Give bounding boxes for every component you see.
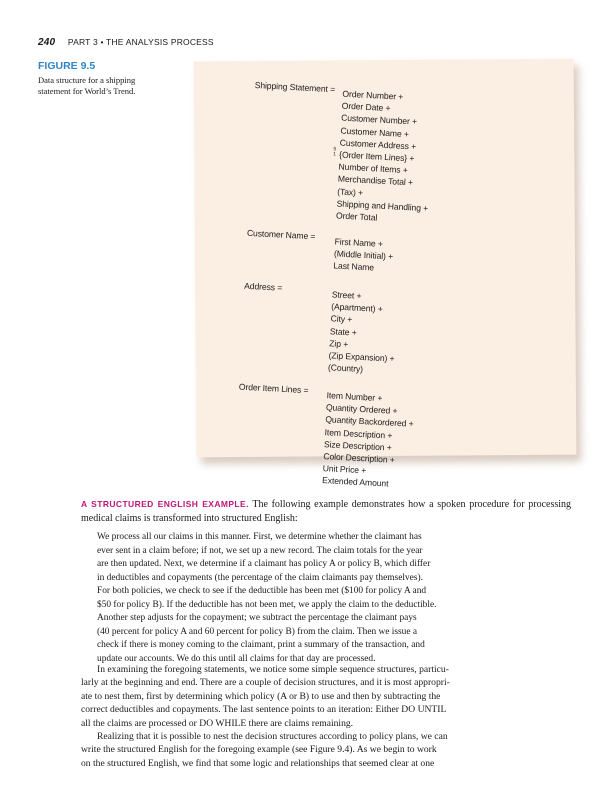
definition-components: [328, 288, 398, 377]
definition-components: [322, 389, 415, 491]
definition-component: Quantity Ordered +: [325, 402, 398, 417]
text-line: In examining the foregoing statements, we notice some simple sequence structures, particu-: [97, 664, 449, 675]
definition-component: Shipping and Handling +: [336, 198, 429, 214]
quote-line: For both policies, we check to see if the deductible has been met ($100 for policy A and: [97, 586, 427, 596]
quote-line: We process all our claims in this manner. First, we determine whether the claimant has: [97, 532, 422, 542]
definition-component: Extended Amount: [321, 475, 389, 489]
quote-line: check if there is money coming to the claimant, print a summary of the transaction, and: [97, 640, 425, 650]
text-line: on the structured English, we find that some logic and relationships that seemed clear at one: [81, 757, 435, 769]
text-line: correct deductibles and copayments. The last sentence points to an iteration: Either DO UNTIL: [81, 704, 447, 716]
definition-component: Merchandise Total +: [337, 173, 414, 188]
quote-line: in deductibles and copayments (the percentage of the claim claimants pay themselves).: [97, 572, 423, 583]
definition-term: Address =: [243, 280, 283, 293]
data-structure-diagram: [235, 80, 574, 489]
section-intro: The following example demonstrates how a spoken procedure for processing medical claims is transformed into structured English:: [81, 499, 572, 524]
figure-caption: Data structure for a shipping statement for World’s Trend.: [38, 75, 136, 96]
definition-component: State +: [329, 325, 357, 338]
definition-component: (Country): [327, 362, 364, 375]
definition-component: Customer Number +: [340, 112, 418, 127]
definition-component: Order Date +: [341, 100, 391, 114]
definition-component: Item Number +: [326, 390, 383, 404]
definition-component: Size Description +: [323, 438, 392, 453]
definition-component: (Middle Initial) +: [333, 248, 394, 262]
definition-component: Order Total: [335, 210, 378, 223]
text-line: all the claims are processed or DO WHILE there are claims remaining.: [81, 717, 354, 729]
definition-component: Customer Name +: [340, 125, 410, 139]
definition-component: (Apartment) +: [330, 301, 383, 315]
definition-component: (Tax) +: [337, 186, 364, 198]
definition-component: Street +: [331, 289, 362, 301]
definition-component: Number of Items +: [338, 161, 408, 176]
paragraph-1: [81, 663, 571, 730]
definition-term: Shipping Statement =: [254, 80, 336, 95]
text-line: Realizing that it is possible to nest the decision structures according to policy plans, we can: [97, 731, 448, 743]
definition-term: Order Item Lines =: [238, 381, 309, 396]
quote-line: Another step adjusts for the copayment; we subtract the percentage the claimant pays: [97, 613, 417, 623]
definition-components: [336, 88, 434, 227]
text-line: larly at the beginning and end. There are a couple of decision structures, and it is most appropri-: [81, 677, 450, 689]
definition-components: [333, 235, 394, 275]
definition-component: Customer Address +: [339, 137, 417, 152]
quote-line: update our accounts. We do this until all claims for that day are processed.: [97, 653, 376, 664]
section-title: PART 3 • THE ANALYSIS PROCESS: [67, 37, 214, 47]
definition-component: Color Description +: [323, 451, 395, 465]
definition-component: Quantity Backordered +: [325, 414, 414, 430]
definition-component: (Zip Expansion) +: [328, 350, 395, 364]
definition-term: Customer Name =: [246, 227, 316, 242]
page-number: 240: [38, 37, 56, 48]
definition-component: First Name +: [334, 236, 384, 249]
spoken-procedure-quote: [97, 531, 553, 666]
definition-component: Last Name: [333, 260, 375, 273]
text-line: ate to nest them, first by determining which policy (A or B) to use and then by subtracting the: [81, 690, 441, 702]
quote-line: (40 percent for policy A and 60 percent for policy B) from the claim. Then we issue a: [97, 626, 418, 637]
definition-component: {Order Item Lines} +: [338, 149, 415, 164]
definition-component: City +: [330, 313, 353, 325]
section-heading-paragraph: [81, 497, 571, 526]
running-header: [38, 37, 214, 48]
quote-line: ever sent in a claim before; if not, we set up a new record. The claim totals for the year: [97, 545, 423, 556]
quote-line: are then updated. Next, we determine if a claimant has policy A or policy B, which differ: [97, 559, 431, 569]
iteration-marker: 5 1: [333, 146, 337, 158]
section-kicker: A STRUCTURED ENGLISH EXAMPLE.: [81, 499, 249, 509]
body-text: [81, 663, 571, 770]
quote-line: $50 for policy B). If the deductible has not been met, we apply the claim to the deductible.: [97, 599, 437, 610]
text-line: write the structured English for the foregoing example (see Figure 9.4). As we begin to work: [81, 744, 437, 756]
definition-component: Unit Price +: [322, 463, 367, 476]
definition-component: Item Description +: [324, 426, 393, 441]
definition-component: Order Number +: [342, 88, 404, 102]
figure-label: FIGURE 9.5: [38, 60, 96, 72]
paragraph-2: [81, 730, 571, 770]
definition-component: Zip +: [329, 338, 349, 350]
